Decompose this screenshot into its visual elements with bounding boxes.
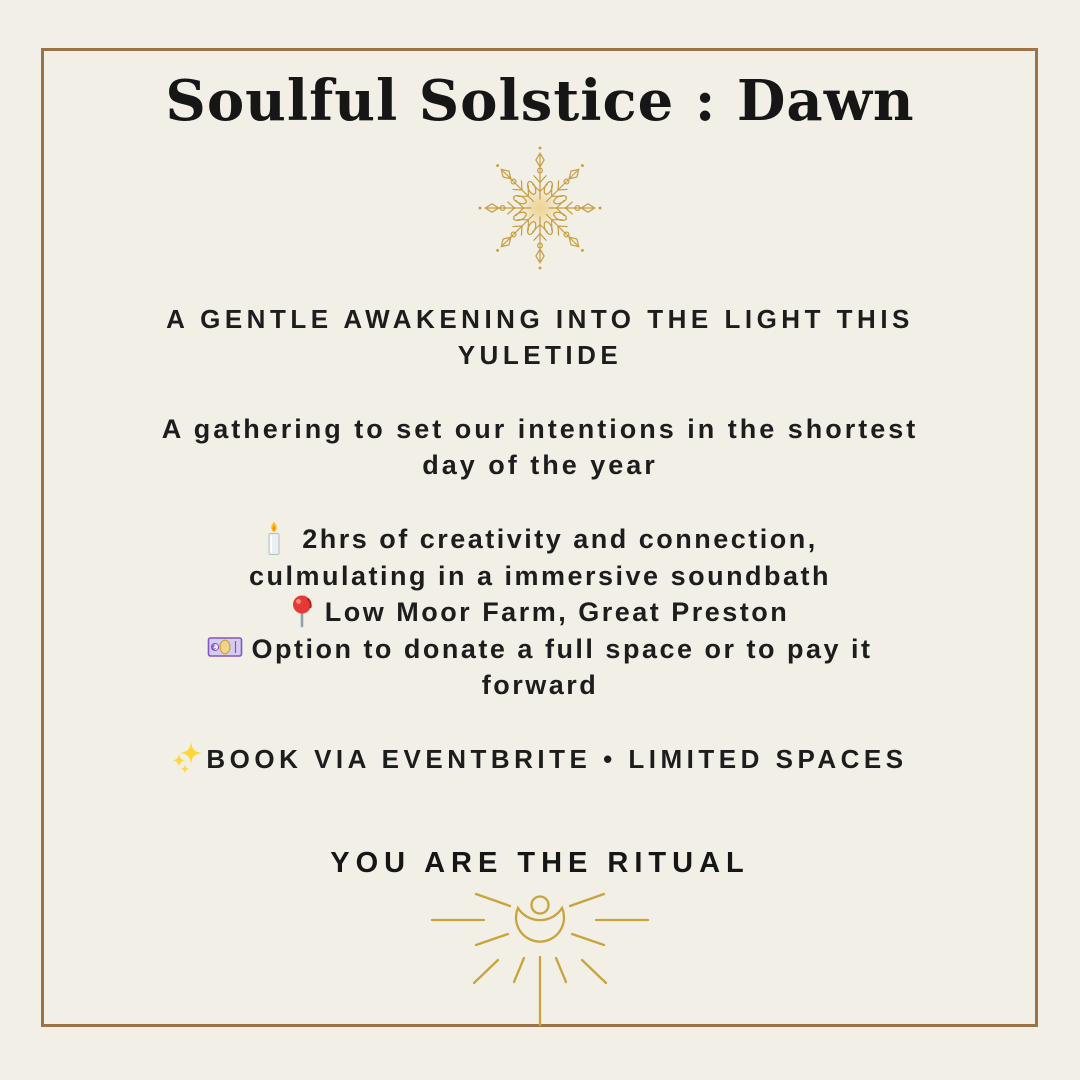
- tagline: YOU ARE THE RITUAL: [330, 847, 750, 879]
- intro-line-1: A gathering to set our intentions in the shortest: [161, 414, 919, 444]
- event-details: [0, 521, 1080, 704]
- snowflake-icon: [465, 133, 615, 283]
- location-text: Low Moor Farm, Great Preston: [324, 597, 790, 627]
- donation-line-2: forward: [481, 670, 599, 700]
- candle-icon: [262, 520, 286, 556]
- pound-banknote-icon: [207, 634, 243, 660]
- activity-text-line-1: 2hrs of creativity and connection,: [302, 524, 818, 554]
- svg-text:£: £: [212, 644, 219, 652]
- donation-line: [0, 631, 1080, 668]
- booking-text: BOOK VIA EVENTBRITE • LIMITED SPACES: [206, 744, 908, 774]
- booking-line: [0, 744, 1080, 775]
- snowflake-ornament-wrap: [0, 133, 1080, 283]
- moon-ornament-wrap: [0, 890, 1080, 1026]
- radiant-crescent-moon-icon: [410, 890, 670, 1026]
- page-title: Soulful Solstice : Dawn: [165, 68, 915, 134]
- event-intro: [0, 411, 1080, 483]
- activity-line-2: culmulating in a immersive soundbath: [248, 560, 832, 591]
- intro-line-2: day of the year: [422, 450, 658, 480]
- event-heading: [0, 301, 1080, 373]
- heading-line-2: YULETIDE: [457, 340, 623, 370]
- donation-text-line-1: Option to donate a full space or to pay it: [251, 633, 873, 664]
- sparkles-icon: [172, 741, 204, 775]
- activity-line: [0, 521, 1080, 558]
- location-line: [0, 594, 1080, 631]
- heading-line-1: A GENTLE AWAKENING INTO THE LIGHT THIS: [166, 304, 914, 334]
- round-pushpin-icon: [291, 594, 313, 628]
